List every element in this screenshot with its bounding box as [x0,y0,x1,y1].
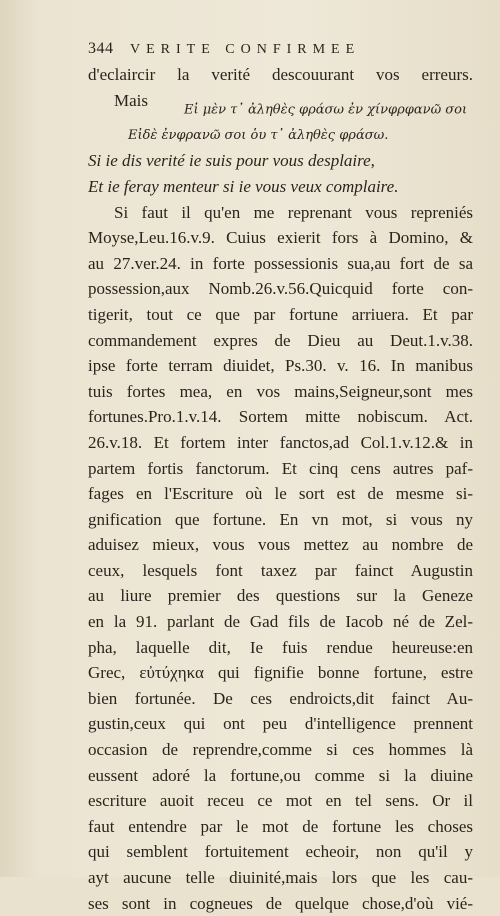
text-line: possession,aux Nomb.26.v.56.Quicquid forte con- [88,279,473,299]
text-line: fortunes.Pro.1.v.14. Sortem mitte nobiscum. Act. [88,407,473,427]
page-header [88,40,468,58]
text-line: escriture auoit receu ce mot en tel sens. Or il [88,791,473,811]
body-text [88,62,473,916]
text-line: qui semblent fortuitement echeoir, non qu'il y [88,842,473,862]
text-line: occasion de reprendre,comme si ces hommes là [88,740,473,760]
text-line: pha, laquelle dit, Ie fuis rendue heureuse:en [88,637,473,657]
text-line: tigerit, tout ce que par fortune arriuera. Et par [88,304,473,324]
greek-verse-line: Εἰδὲ ἐνφρανῶ σοι ὁυ τ᾽ ἀληθὲς φράσω. [128,127,389,143]
text-line: au liure premier des questions sur la Geneze [88,586,473,606]
text-line: gnification que fortune. En vn mot, si vous ny [88,509,473,529]
text-line: faut entendre par le mot de fortune les choses [88,816,473,836]
text-line: Mais [114,90,148,110]
text-line: en la 91. parlant de Gad fils de Iacob né de Zel- [88,612,473,632]
page-number: 344 [88,40,114,57]
text-line: commandement expres de Dieu au Deut.1.v.38. [88,330,473,350]
french-verse-line: Si ie dis verité ie suis pour vous desplaire, [88,151,375,171]
text-line: fages en l'Escriture où le sort est de mesme si- [88,484,473,504]
text-line: gustin,ceux qui ont peu d'intelligence prennent [88,714,473,734]
running-title: VERITE CONFIRMEE [130,42,361,57]
text-line: aduisez mieux, vous vous mettez au nombre de [88,535,473,555]
text-line: Grec, εὐτύχηκα qui fignifie bonne fortune, estre [88,663,473,683]
text-line: au 27.ver.24. in forte possessionis sua,au fort de sa [88,253,473,273]
text-line: ses sont in cogneues de quelque chose,d'où vié- [88,893,473,913]
text-line: tuis fortes mea, en vos mains,Seigneur,sont mes [88,381,473,401]
text-line: ayt aucune telle diuinité,mais lors que les cau- [88,868,473,887]
text-line: ipse forte terram diuidet, Ps.30. v. 16. In manibus [88,356,473,376]
text-line: ceux, lesquels font taxez par fainct Augustin [88,560,473,580]
text-line: d'eclaircir la verité descouurant vos erreurs. [88,65,473,84]
text-line: partem fortis fanctorum. Et cinq cens autres paf- [88,458,473,478]
french-verse-line: Et ie feray menteur si ie vous veux complaire. [88,176,399,196]
greek-verse-line: Εἰ μὲν τ᾽ ἀληθὲς φράσω ἐν χίνφρφανῶ σοι [184,102,468,118]
text-line: bien fortunée. De ces endroicts,dit fainct Au- [88,688,473,708]
text-line: 26.v.18. Et fortem inter fanctos,ad Col.1.v.12.& in [88,432,473,452]
text-line: Si faut il qu'en me reprenant vous repreniés [114,202,473,222]
text-line: Moyse,Leu.16.v.9. Cuius exierit fors à Domino, & [88,228,473,248]
text-line: eussent adoré la fortune,ou comme si la diuine [88,765,473,785]
